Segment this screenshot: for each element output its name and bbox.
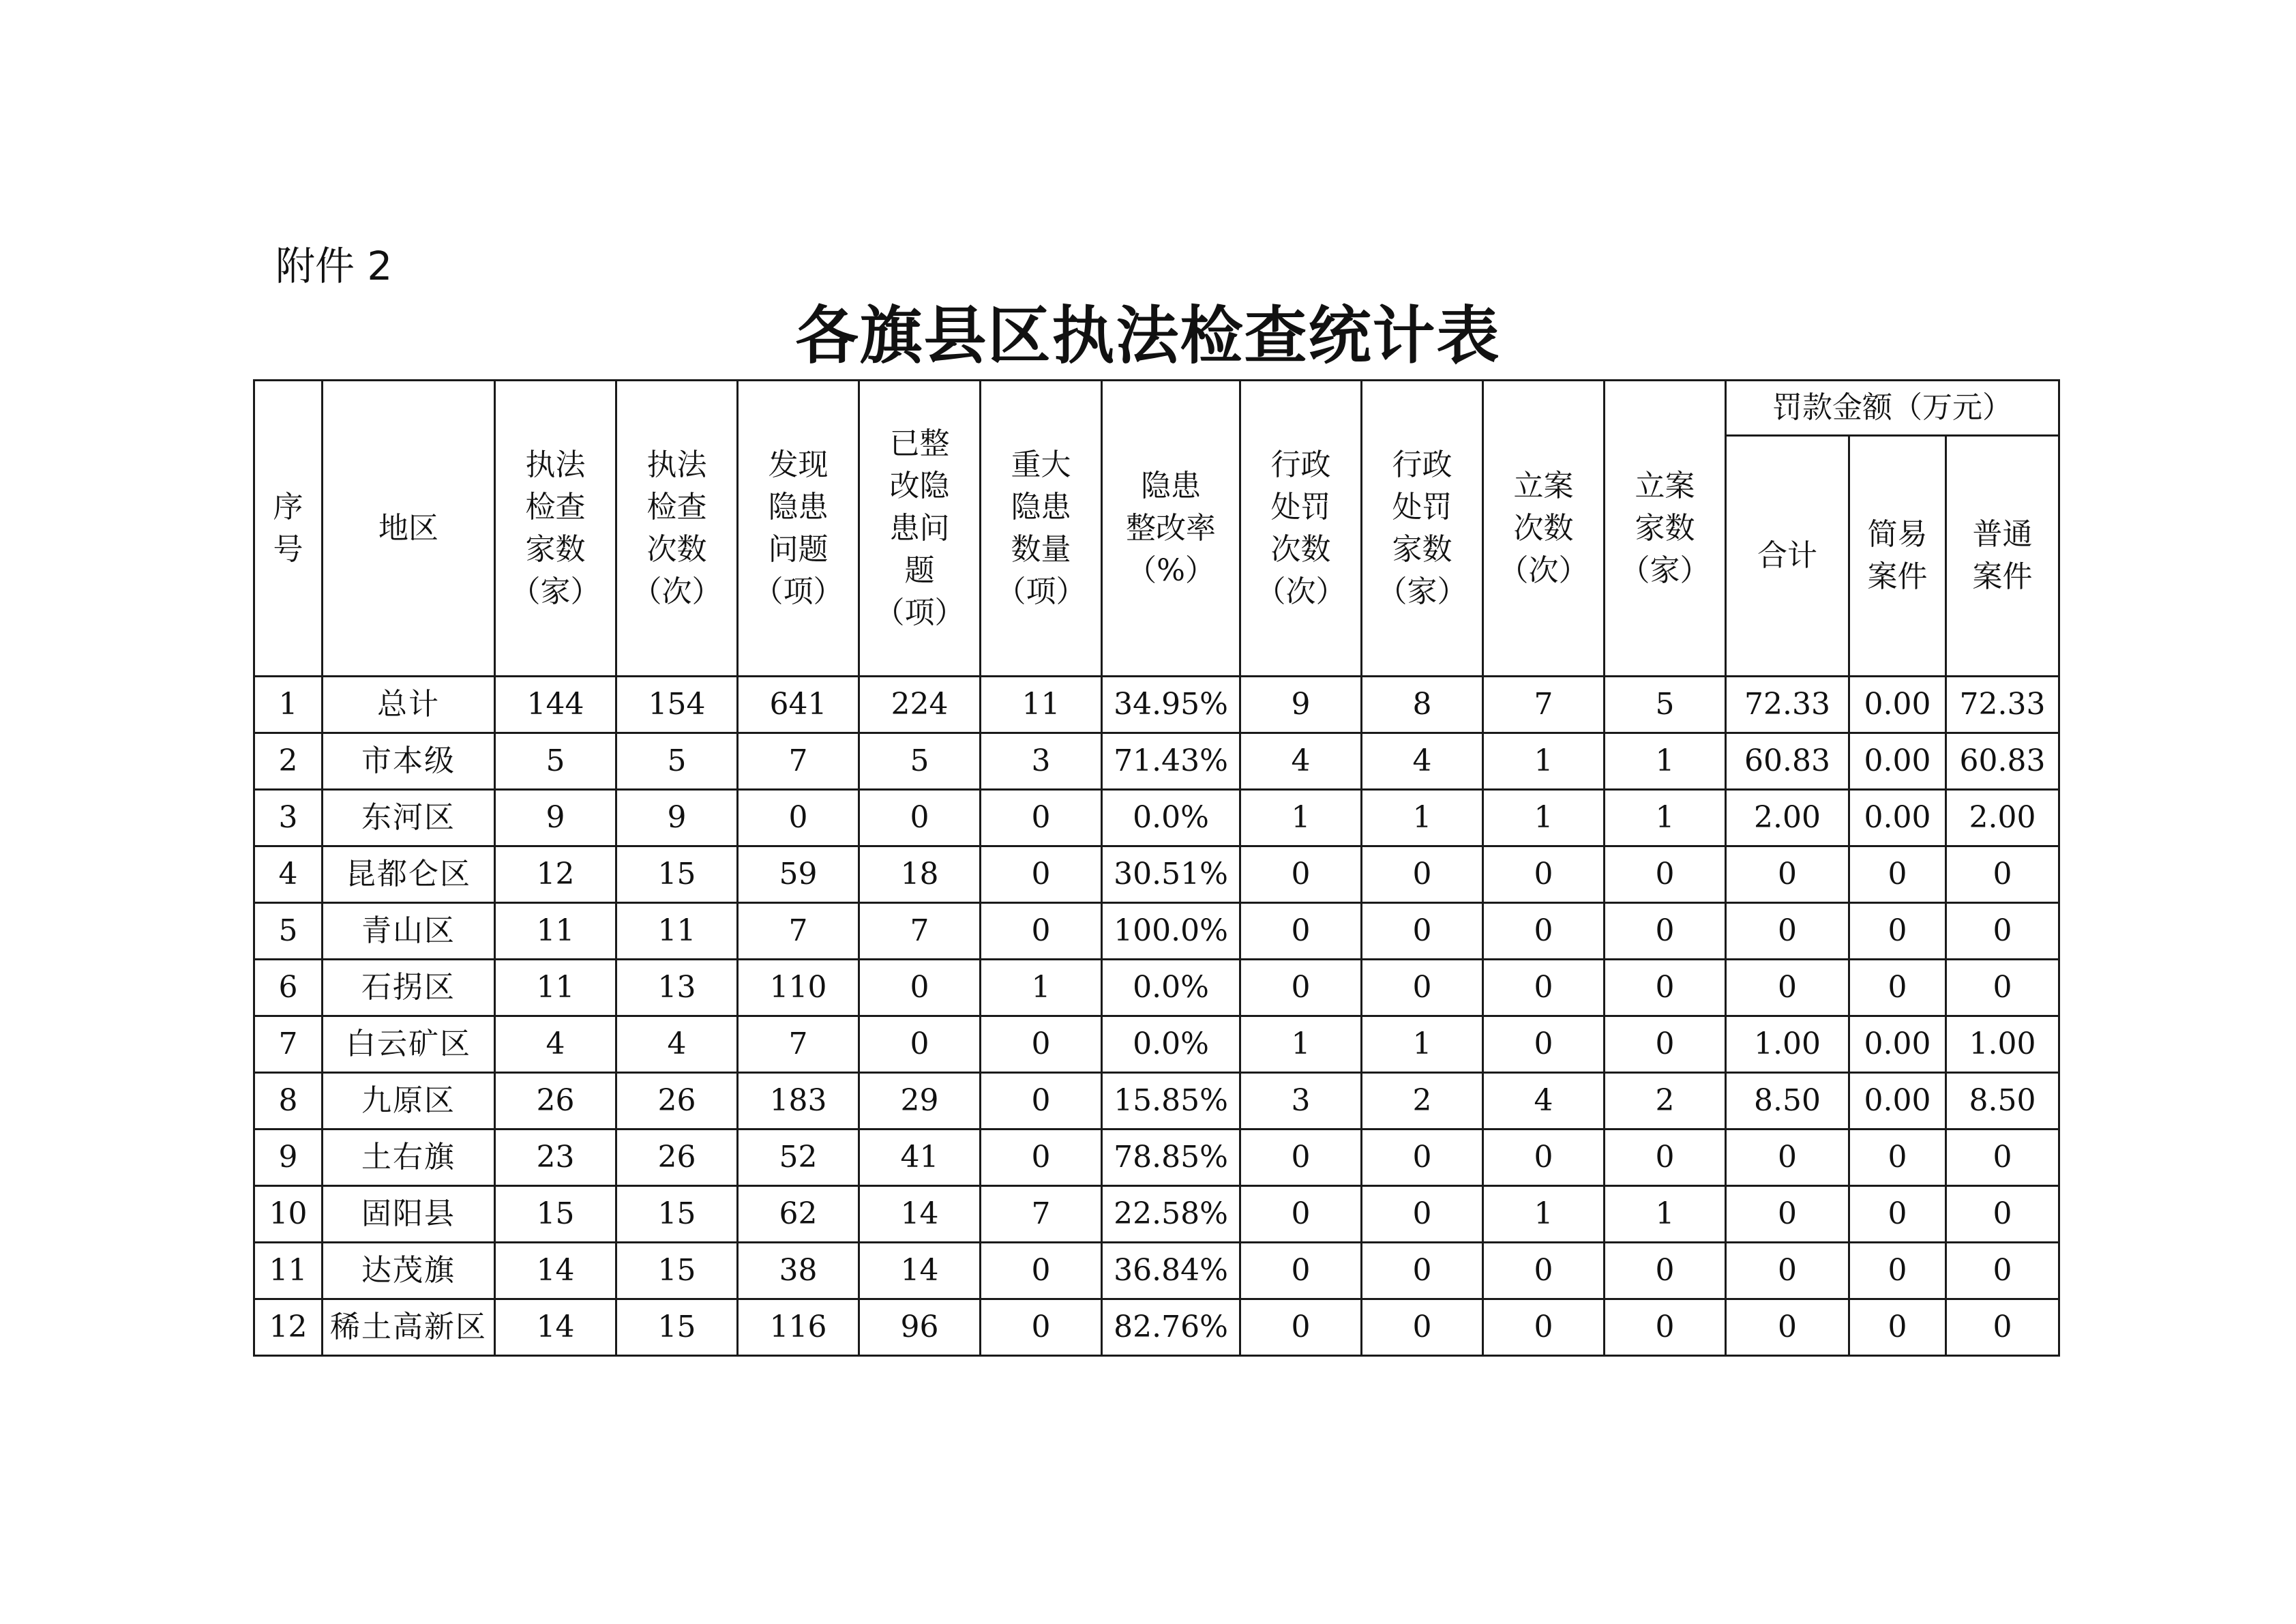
- cell-hazards-fixed: 5: [859, 733, 981, 790]
- cell-hazards-fixed: 224: [859, 677, 981, 733]
- cell-penalty-times: 4: [1240, 733, 1362, 790]
- cell-penalty-times: 1: [1240, 1016, 1362, 1073]
- cell-penalty-firms: 1: [1362, 790, 1483, 846]
- cell-seq: 7: [254, 1016, 323, 1073]
- document-title: 各旗县区执法检查统计表: [795, 299, 1501, 372]
- attachment-label: 附件 2: [275, 243, 393, 289]
- cell-penalty-firms: 4: [1362, 733, 1483, 790]
- cell-hazards-found: 62: [738, 1186, 859, 1243]
- cell-region: 稀土高新区: [323, 1299, 495, 1356]
- cell-hazards-found: 116: [738, 1299, 859, 1356]
- cell-inspection-times: 13: [616, 960, 738, 1016]
- cell-region: 九原区: [323, 1073, 495, 1130]
- cell-region: 总计: [323, 677, 495, 733]
- cell-rectify-rate: 34.95%: [1102, 677, 1240, 733]
- cell-inspection-times: 26: [616, 1130, 738, 1186]
- cell-inspected-firms: 26: [495, 1073, 616, 1130]
- cell-major-hazards: 3: [981, 733, 1102, 790]
- cell-region: 青山区: [323, 903, 495, 960]
- cell-hazards-found: 38: [738, 1243, 859, 1299]
- cell-inspection-times: 11: [616, 903, 738, 960]
- cell-fine-total: 60.83: [1726, 733, 1849, 790]
- cell-seq: 3: [254, 790, 323, 846]
- header-hazards-fixed: 已整 改隐 患问 题 （项）: [859, 381, 981, 677]
- cell-fine-simple: 0.00: [1849, 733, 1946, 790]
- table-row: [254, 960, 2059, 1016]
- cell-case-times: 4: [1483, 1073, 1605, 1130]
- cell-rectify-rate: 0.0%: [1102, 1016, 1240, 1073]
- cell-fine-simple: 0.00: [1849, 1073, 1946, 1130]
- table-row: [254, 903, 2059, 960]
- cell-inspected-firms: 9: [495, 790, 616, 846]
- cell-hazards-found: 0: [738, 790, 859, 846]
- cell-penalty-times: 0: [1240, 960, 1362, 1016]
- cell-inspected-firms: 12: [495, 846, 616, 903]
- cell-penalty-firms: 1: [1362, 1016, 1483, 1073]
- header-penalty-firms: 行政 处罚 家数 （家）: [1362, 381, 1483, 677]
- cell-penalty-times: 1: [1240, 790, 1362, 846]
- header-fine-amount-group: 罚款金额（万元）: [1726, 381, 2059, 436]
- cell-seq: 11: [254, 1243, 323, 1299]
- cell-rectify-rate: 0.0%: [1102, 790, 1240, 846]
- table-body: [254, 677, 2059, 1356]
- cell-major-hazards: 0: [981, 790, 1102, 846]
- cell-rectify-rate: 0.0%: [1102, 960, 1240, 1016]
- cell-penalty-firms: 0: [1362, 1299, 1483, 1356]
- cell-major-hazards: 0: [981, 846, 1102, 903]
- cell-rectify-rate: 22.58%: [1102, 1186, 1240, 1243]
- header-case-times: 立案 次数 （次）: [1483, 381, 1605, 677]
- cell-penalty-times: 0: [1240, 1299, 1362, 1356]
- cell-case-firms: 0: [1605, 1130, 1726, 1186]
- table-row: [254, 1243, 2059, 1299]
- cell-penalty-times: 0: [1240, 1130, 1362, 1186]
- cell-inspected-firms: 5: [495, 733, 616, 790]
- cell-inspection-times: 15: [616, 1186, 738, 1243]
- cell-rectify-rate: 30.51%: [1102, 846, 1240, 903]
- cell-fine-total: 0: [1726, 960, 1849, 1016]
- header-inspection-times: 执法 检查 次数 （次）: [616, 381, 738, 677]
- header-hazards-found: 发现 隐患 问题 （项）: [738, 381, 859, 677]
- cell-hazards-fixed: 0: [859, 1016, 981, 1073]
- cell-case-firms: 5: [1605, 677, 1726, 733]
- cell-case-times: 1: [1483, 1186, 1605, 1243]
- cell-major-hazards: 0: [981, 1243, 1102, 1299]
- cell-fine-total: 1.00: [1726, 1016, 1849, 1073]
- cell-penalty-firms: 0: [1362, 960, 1483, 1016]
- cell-inspection-times: 15: [616, 1243, 738, 1299]
- cell-region: 市本级: [323, 733, 495, 790]
- cell-penalty-firms: 0: [1362, 1186, 1483, 1243]
- cell-inspected-firms: 14: [495, 1299, 616, 1356]
- cell-rectify-rate: 100.0%: [1102, 903, 1240, 960]
- cell-case-times: 0: [1483, 960, 1605, 1016]
- cell-major-hazards: 0: [981, 903, 1102, 960]
- cell-region: 固阳县: [323, 1186, 495, 1243]
- cell-fine-normal: 0: [1946, 846, 2059, 903]
- cell-inspected-firms: 14: [495, 1243, 616, 1299]
- cell-case-firms: 1: [1605, 733, 1726, 790]
- cell-hazards-found: 52: [738, 1130, 859, 1186]
- cell-penalty-times: 0: [1240, 1243, 1362, 1299]
- cell-inspected-firms: 15: [495, 1186, 616, 1243]
- cell-case-times: 0: [1483, 1299, 1605, 1356]
- cell-hazards-found: 7: [738, 903, 859, 960]
- cell-case-firms: 0: [1605, 1299, 1726, 1356]
- cell-major-hazards: 1: [981, 960, 1102, 1016]
- cell-hazards-found: 7: [738, 733, 859, 790]
- cell-fine-total: 0: [1726, 1130, 1849, 1186]
- cell-seq: 1: [254, 677, 323, 733]
- cell-case-firms: 0: [1605, 1243, 1726, 1299]
- cell-fine-normal: 0: [1946, 1299, 2059, 1356]
- cell-penalty-times: 0: [1240, 846, 1362, 903]
- cell-rectify-rate: 82.76%: [1102, 1299, 1240, 1356]
- cell-case-times: 1: [1483, 733, 1605, 790]
- cell-inspection-times: 26: [616, 1073, 738, 1130]
- enforcement-statistics-table: [253, 379, 2060, 1357]
- cell-major-hazards: 0: [981, 1016, 1102, 1073]
- header-case-firms: 立案 家数 （家）: [1605, 381, 1726, 677]
- cell-fine-total: 0: [1726, 1299, 1849, 1356]
- table-row: [254, 733, 2059, 790]
- cell-fine-normal: 8.50: [1946, 1073, 2059, 1130]
- cell-penalty-firms: 8: [1362, 677, 1483, 733]
- cell-case-firms: 0: [1605, 960, 1726, 1016]
- cell-region: 白云矿区: [323, 1016, 495, 1073]
- cell-fine-total: 0: [1726, 1243, 1849, 1299]
- cell-penalty-firms: 2: [1362, 1073, 1483, 1130]
- cell-seq: 12: [254, 1299, 323, 1356]
- cell-major-hazards: 11: [981, 677, 1102, 733]
- header-major-hazards: 重大 隐患 数量 （项）: [981, 381, 1102, 677]
- cell-fine-total: 0: [1726, 846, 1849, 903]
- cell-case-times: 1: [1483, 790, 1605, 846]
- cell-seq: 2: [254, 733, 323, 790]
- cell-fine-total: 0: [1726, 1186, 1849, 1243]
- cell-penalty-firms: 0: [1362, 1130, 1483, 1186]
- cell-hazards-found: 641: [738, 677, 859, 733]
- cell-case-firms: 2: [1605, 1073, 1726, 1130]
- cell-penalty-times: 3: [1240, 1073, 1362, 1130]
- cell-hazards-fixed: 0: [859, 960, 981, 1016]
- cell-seq: 8: [254, 1073, 323, 1130]
- cell-rectify-rate: 71.43%: [1102, 733, 1240, 790]
- cell-hazards-found: 59: [738, 846, 859, 903]
- cell-fine-total: 2.00: [1726, 790, 1849, 846]
- table-row: [254, 1130, 2059, 1186]
- header-fine-simple: 简易 案件: [1849, 436, 1946, 677]
- cell-major-hazards: 0: [981, 1073, 1102, 1130]
- cell-region: 昆都仑区: [323, 846, 495, 903]
- header-fine-total: 合计: [1726, 436, 1849, 677]
- cell-hazards-fixed: 0: [859, 790, 981, 846]
- cell-case-times: 0: [1483, 1243, 1605, 1299]
- cell-rectify-rate: 36.84%: [1102, 1243, 1240, 1299]
- cell-fine-simple: 0: [1849, 960, 1946, 1016]
- cell-hazards-fixed: 18: [859, 846, 981, 903]
- cell-major-hazards: 0: [981, 1130, 1102, 1186]
- cell-case-times: 0: [1483, 1130, 1605, 1186]
- cell-fine-simple: 0.00: [1849, 677, 1946, 733]
- cell-hazards-fixed: 14: [859, 1243, 981, 1299]
- cell-case-firms: 0: [1605, 1016, 1726, 1073]
- cell-region: 石拐区: [323, 960, 495, 1016]
- header-rectify-rate: 隐患 整改率 （%）: [1102, 381, 1240, 677]
- cell-inspected-firms: 11: [495, 960, 616, 1016]
- table-row: [254, 790, 2059, 846]
- header-region: 地区: [323, 381, 495, 677]
- cell-fine-normal: 60.83: [1946, 733, 2059, 790]
- cell-seq: 4: [254, 846, 323, 903]
- table-row: [254, 1073, 2059, 1130]
- cell-case-firms: 0: [1605, 846, 1726, 903]
- cell-case-times: 0: [1483, 903, 1605, 960]
- cell-penalty-firms: 0: [1362, 846, 1483, 903]
- cell-fine-normal: 0: [1946, 1186, 2059, 1243]
- cell-fine-normal: 0: [1946, 1130, 2059, 1186]
- cell-inspected-firms: 4: [495, 1016, 616, 1073]
- cell-fine-normal: 72.33: [1946, 677, 2059, 733]
- header-penalty-times: 行政 处罚 次数 （次）: [1240, 381, 1362, 677]
- cell-inspection-times: 9: [616, 790, 738, 846]
- cell-major-hazards: 0: [981, 1299, 1102, 1356]
- cell-region: 土右旗: [323, 1130, 495, 1186]
- cell-fine-total: 0: [1726, 903, 1849, 960]
- cell-fine-simple: 0: [1849, 1186, 1946, 1243]
- cell-hazards-fixed: 7: [859, 903, 981, 960]
- cell-penalty-times: 9: [1240, 677, 1362, 733]
- cell-seq: 10: [254, 1186, 323, 1243]
- cell-fine-normal: 0: [1946, 1243, 2059, 1299]
- cell-region: 达茂旗: [323, 1243, 495, 1299]
- cell-hazards-found: 110: [738, 960, 859, 1016]
- cell-inspection-times: 154: [616, 677, 738, 733]
- cell-fine-normal: 2.00: [1946, 790, 2059, 846]
- cell-inspection-times: 15: [616, 846, 738, 903]
- cell-fine-simple: 0: [1849, 1130, 1946, 1186]
- cell-case-firms: 0: [1605, 903, 1726, 960]
- cell-fine-simple: 0: [1849, 1299, 1946, 1356]
- table-row: [254, 1186, 2059, 1243]
- cell-inspection-times: 15: [616, 1299, 738, 1356]
- cell-case-firms: 1: [1605, 1186, 1726, 1243]
- cell-hazards-found: 7: [738, 1016, 859, 1073]
- cell-rectify-rate: 78.85%: [1102, 1130, 1240, 1186]
- cell-seq: 6: [254, 960, 323, 1016]
- cell-inspected-firms: 144: [495, 677, 616, 733]
- table-row: [254, 677, 2059, 733]
- cell-hazards-fixed: 29: [859, 1073, 981, 1130]
- cell-inspected-firms: 11: [495, 903, 616, 960]
- table-row: [254, 1016, 2059, 1073]
- cell-seq: 5: [254, 903, 323, 960]
- cell-fine-simple: 0: [1849, 1243, 1946, 1299]
- table-row: [254, 846, 2059, 903]
- cell-rectify-rate: 15.85%: [1102, 1073, 1240, 1130]
- cell-case-times: 0: [1483, 846, 1605, 903]
- cell-fine-total: 8.50: [1726, 1073, 1849, 1130]
- header-fine-normal: 普通 案件: [1946, 436, 2059, 677]
- cell-fine-simple: 0.00: [1849, 1016, 1946, 1073]
- cell-fine-simple: 0.00: [1849, 790, 1946, 846]
- cell-hazards-found: 183: [738, 1073, 859, 1130]
- cell-case-times: 7: [1483, 677, 1605, 733]
- cell-seq: 9: [254, 1130, 323, 1186]
- cell-fine-simple: 0: [1849, 903, 1946, 960]
- cell-hazards-fixed: 96: [859, 1299, 981, 1356]
- cell-inspection-times: 5: [616, 733, 738, 790]
- cell-fine-simple: 0: [1849, 846, 1946, 903]
- header-inspected-firms: 执法 检查 家数 （家）: [495, 381, 616, 677]
- cell-penalty-times: 0: [1240, 1186, 1362, 1243]
- cell-penalty-firms: 0: [1362, 1243, 1483, 1299]
- cell-hazards-fixed: 41: [859, 1130, 981, 1186]
- cell-inspection-times: 4: [616, 1016, 738, 1073]
- header-seq: 序 号: [254, 381, 323, 677]
- cell-penalty-times: 0: [1240, 903, 1362, 960]
- table-row: [254, 1299, 2059, 1356]
- cell-fine-normal: 0: [1946, 903, 2059, 960]
- cell-penalty-firms: 0: [1362, 903, 1483, 960]
- cell-fine-normal: 0: [1946, 960, 2059, 1016]
- cell-inspected-firms: 23: [495, 1130, 616, 1186]
- cell-fine-total: 72.33: [1726, 677, 1849, 733]
- cell-hazards-fixed: 14: [859, 1186, 981, 1243]
- cell-case-times: 0: [1483, 1016, 1605, 1073]
- cell-fine-normal: 1.00: [1946, 1016, 2059, 1073]
- cell-case-firms: 1: [1605, 790, 1726, 846]
- cell-major-hazards: 7: [981, 1186, 1102, 1243]
- cell-region: 东河区: [323, 790, 495, 846]
